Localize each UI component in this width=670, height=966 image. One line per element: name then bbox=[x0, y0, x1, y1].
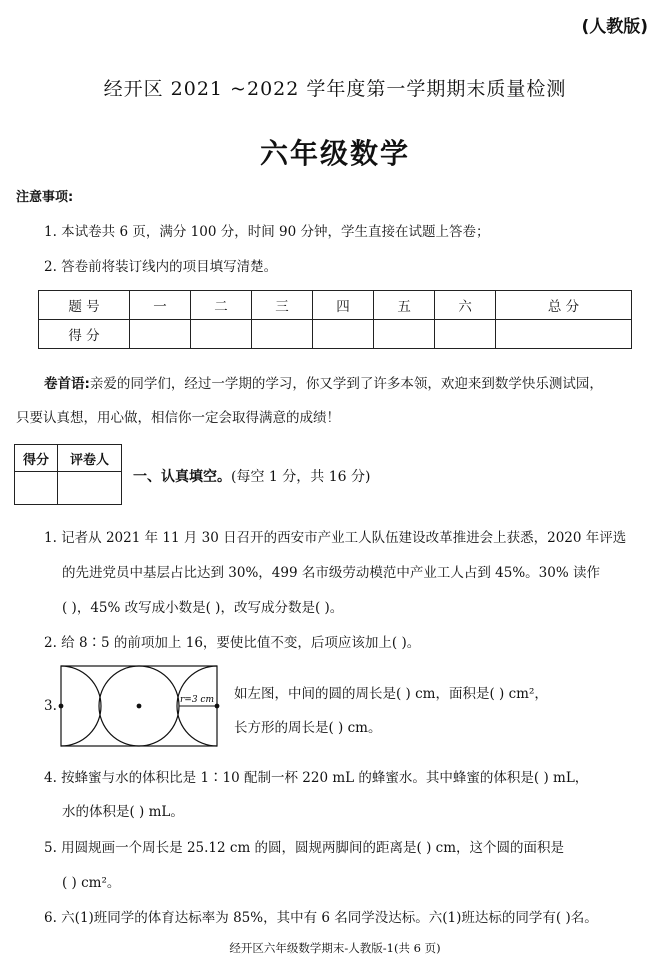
edition-label: (人教版) bbox=[581, 17, 648, 37]
question-2: 2. 给 8∶5 的前项加上 16，要使比值不变，后项应该加上( )。 bbox=[44, 635, 421, 651]
question-4-line-1: 4. 按蜂蜜与水的体积比是 1∶10 配制一杯 220 mL 的蜂蜜水。其中蜂蜜的体积是( ) mL， bbox=[44, 770, 589, 786]
preface-label: 卷首语: bbox=[44, 376, 90, 392]
score-input-cell[interactable] bbox=[313, 320, 374, 349]
preface-line-1 bbox=[44, 372, 603, 392]
question-5-line-2: ( ) cm²。 bbox=[62, 875, 121, 891]
notes-heading: 注意事项: bbox=[16, 190, 74, 205]
score-header-cell: 一 bbox=[130, 291, 191, 320]
grader-box bbox=[14, 444, 122, 505]
left-semicircle bbox=[61, 666, 101, 746]
note-item-2: 2. 答卷前将装订线内的项目填写清楚。 bbox=[44, 259, 278, 275]
grader-score-cell[interactable] bbox=[15, 472, 58, 505]
preface-line-2: 只要认真想，用心做，相信你一定会取得满意的成绩！ bbox=[16, 410, 340, 426]
score-input-cell[interactable] bbox=[130, 320, 191, 349]
radius-label: r=3 cm bbox=[180, 695, 215, 705]
question-1-line-3: ( )，45% 改写成小数是( )，改写成分数是( )。 bbox=[62, 600, 344, 616]
page-footer: 经开区六年级数学期末-人教版-1(共 6 页) bbox=[229, 941, 441, 955]
question-1-line-1: 1. 记者从 2021 年 11 月 30 日召开的西安市产业工人队伍建设改革推进会上获悉，2020 年评选 bbox=[44, 530, 627, 546]
score-input-cell[interactable] bbox=[435, 320, 496, 349]
score-header-cell: 二 bbox=[191, 291, 252, 320]
score-table-header-row bbox=[39, 291, 632, 320]
score-header-cell: 五 bbox=[374, 291, 435, 320]
question-3-line-1: 如左图，中间的圆的周长是( ) cm，面积是( ) cm²， bbox=[234, 686, 548, 702]
score-header-cell: 四 bbox=[313, 291, 374, 320]
middle-center-dot bbox=[137, 704, 142, 709]
grader-name-label: 评卷人 bbox=[58, 445, 122, 472]
section-1-note: (每空 1 分，共 16 分) bbox=[231, 469, 371, 485]
question-5-line-1: 5. 用圆规画一个周长是 25.12 cm 的圆，圆规两脚间的距离是( ) cm，这个圆的面积是 bbox=[44, 840, 565, 856]
grader-name-cell[interactable] bbox=[58, 472, 122, 505]
question-3-number: 3. bbox=[44, 698, 57, 714]
note-item-1: 1. 本试卷共 6 页，满分 100 分，时间 90 分钟，学生直接在试题上答卷； bbox=[44, 224, 490, 240]
score-input-cell[interactable] bbox=[496, 320, 632, 349]
score-input-cell[interactable] bbox=[191, 320, 252, 349]
preface-text-1: 亲爱的同学们，经过一学期的学习，你又学到了许多本领，欢迎来到数学快乐测试园， bbox=[89, 376, 603, 392]
subject-title: 六年级数学 bbox=[259, 137, 410, 170]
section-1-heading bbox=[133, 466, 370, 486]
left-center-dot bbox=[59, 704, 64, 709]
question-1-line-2: 的先进党员中基层占比达到 30%，499 名市级劳动模范中产业工人占到 45%。30% 读作 bbox=[62, 565, 600, 581]
score-header-cell: 题 号 bbox=[39, 291, 130, 320]
score-header-cell: 总 分 bbox=[496, 291, 632, 320]
circles-rectangle-figure bbox=[56, 664, 222, 748]
score-row-label: 得 分 bbox=[39, 320, 130, 349]
question-6: 6. 六(1)班同学的体育达标率为 85%，其中有 6 名同学没达标。六(1)班达标的同学有( )名。 bbox=[44, 910, 598, 926]
question-4-line-2: 水的体积是( ) mL。 bbox=[62, 804, 184, 820]
score-table-score-row bbox=[39, 320, 632, 349]
score-input-cell[interactable] bbox=[252, 320, 313, 349]
score-input-cell[interactable] bbox=[374, 320, 435, 349]
exam-title: 经开区 2021 ~2022 学年度第一学期期末质量检测 bbox=[103, 78, 567, 100]
score-header-cell: 三 bbox=[252, 291, 313, 320]
grader-score-label: 得分 bbox=[15, 445, 58, 472]
score-table bbox=[38, 290, 632, 349]
question-3-line-2: 长方形的周长是( ) cm。 bbox=[234, 720, 382, 736]
score-header-cell: 六 bbox=[435, 291, 496, 320]
section-1-title: 一、认真填空。 bbox=[133, 469, 231, 485]
